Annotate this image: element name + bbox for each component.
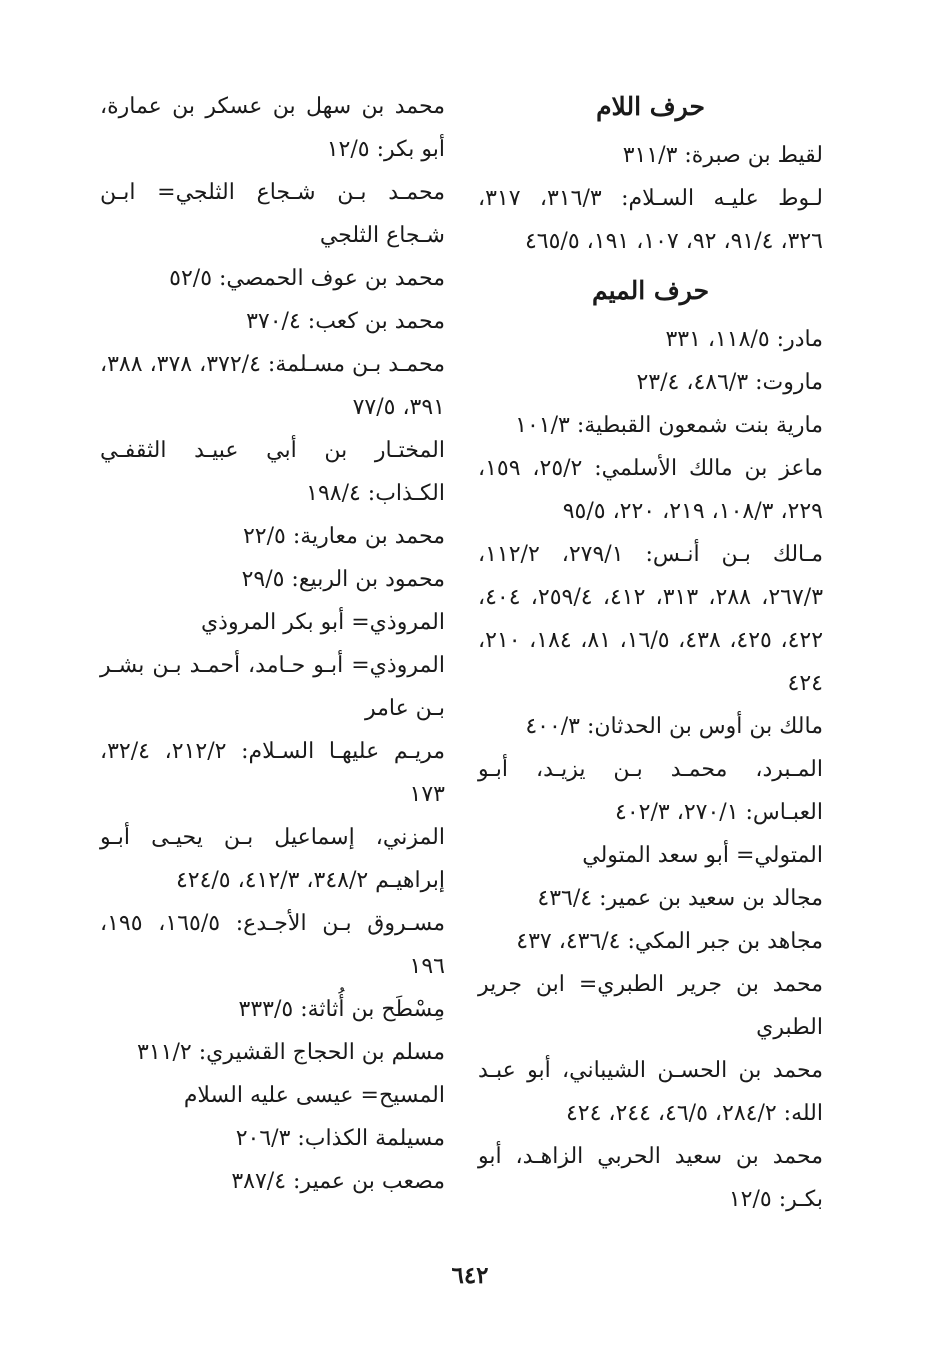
index-entry: محمود بن الربيع: ٢٩/٥ <box>241 567 445 592</box>
index-column-right <box>478 85 823 1221</box>
index-entry: لـوط عليـه السـلام: ٣١٦/٣، ٣١٧، ٣٢٦، ٩١/٤، ٩٢، ١٠٧، ١٩١، ٤٦٥/٥ <box>478 186 823 254</box>
index-entry: محمد بن سعيد الحربي الزاهـد، أبو بكـر: ١٢/٥ <box>478 1144 823 1212</box>
index-entry: محمد بن عوف الحمصي: ٥٢/٥ <box>169 266 445 291</box>
index-entry: مادر: ١١٨/٥، ٣٣١ <box>665 327 823 352</box>
index-entry: مالك بن أوس بن الحدثان: ٤٠٠/٣ <box>525 714 823 739</box>
section-heading-mim: حرف الميم <box>591 276 710 305</box>
index-entry: ماروت: ٤٨٦/٣، ٢٣/٤ <box>636 370 823 395</box>
index-column-left <box>100 85 445 1203</box>
index-entry: محمد بن كعب: ٣٧٠/٤ <box>246 309 445 334</box>
index-entry: ماعز بن مالك الأسلمي: ٢٥/٢، ١٥٩، ٢٢٩، ١٠٨/٣، ٢١٩، ٢٢٠، ٩٥/٥ <box>478 456 823 524</box>
index-entry: لقيط بن صبرة: ٣١١/٣ <box>622 143 823 168</box>
index-entry: مسـروق بـن الأجـدع: ١٦٥/٥، ١٩٥، ١٩٦ <box>100 911 445 979</box>
index-entry: مسلم بن الحجاج القشيري: ٣١١/٢ <box>137 1040 445 1065</box>
index-entry: محمد بن سهل بن عسكر بن عمارة، أبو بكر: ١٢/٥ <box>100 94 445 162</box>
index-entry: مريـم عليهـا السـلام: ٢١٢/٢، ٣٢/٤، ١٧٣ <box>100 739 446 807</box>
index-entry: محمـد بـن شـجاع الثلجي= ابـن شـجاع الثلجي <box>100 180 445 248</box>
index-entry: مـالك بـن أنـس: ٢٧٩/١، ١١٢/٢، ٢٦٧/٣، ٢٨٨، ٣١٣، ٤١٢، ٢٥٩/٤، ٤٠٤، ٤٢٢، ٤٢٥، ٤٣٨، ١٦/٥، ٨١، ١٨٤، ٢١٠، ٤٢٤ <box>478 542 824 696</box>
page-number: ٦٤٢ <box>451 1262 489 1289</box>
index-entry: مسيلمة الكذاب: ٢٠٦/٣ <box>235 1126 445 1151</box>
index-entry: المختـار بن أبي عبيـد الثقفـي الكـذاب: ١٩٨/٤ <box>100 438 445 506</box>
index-entry: المـبرد، محمـد بـن يزيـد، أبـو العبـاس: ٢٧٠/١، ٤٠٢/٣ <box>478 757 823 825</box>
index-entry: محمـد بـن مسـلمة: ٣٧٢/٤، ٣٧٨، ٣٨٨، ٣٩١، ٧٧/٥ <box>100 352 446 420</box>
index-entry: محمد بن جرير الطبري= ابن جرير الطبري <box>478 972 823 1040</box>
index-entry: مجاهد بن جبر المكي: ٤٣٦/٤، ٤٣٧ <box>516 929 823 954</box>
index-entry: المسيح= عيسى عليه السلام <box>183 1083 445 1108</box>
index-entry: المروذي= أبـو حـامد، أحمـد بـن بشـر بـن عامر <box>100 653 445 721</box>
index-entry: مارية بنت شمعون القبطية: ١٠١/٣ <box>515 413 823 438</box>
index-entry: المتولي= أبو سعد المتولي <box>582 843 823 868</box>
index-entry: مصعب بن عمير: ٣٨٧/٤ <box>231 1169 445 1194</box>
section-heading-lam: حرف اللام <box>596 92 705 121</box>
index-entry: محمد بن معارية: ٢٢/٥ <box>242 524 445 549</box>
index-entry: محمد بن الحسـن الشيباني، أبو عبـد الله: ٢٨٤/٢، ٤٦/٥، ٢٤٤، ٤٢٤ <box>478 1058 823 1126</box>
index-entry: المزني، إسماعيل بـن يحيـى أبـو إبراهيـم ٣٤٨/٢، ٤١٢/٣، ٤٢٤/٥ <box>100 825 445 893</box>
index-entry: مِسْطَح بن أُثاثة: ٣٣٣/٥ <box>238 997 445 1022</box>
index-entry: المروذي= أبو بكر المروذي <box>200 610 445 635</box>
index-entry: مجالد بن سعيد بن عمير: ٤٣٦/٤ <box>537 886 823 911</box>
